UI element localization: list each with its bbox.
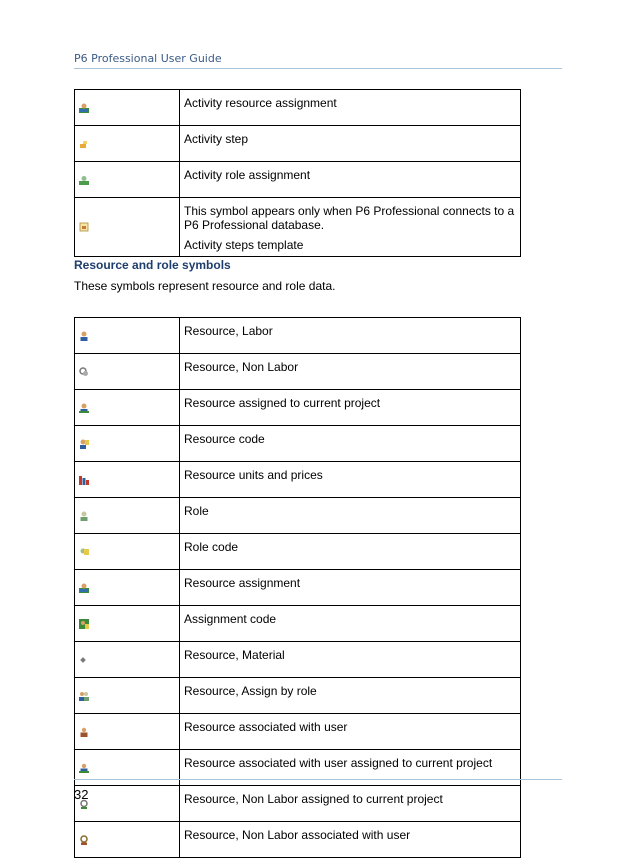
table-row xyxy=(75,570,521,606)
table-row xyxy=(75,462,521,498)
row-label: Resource associated with user xyxy=(180,714,521,750)
section-heading: Resource and role symbols xyxy=(74,258,231,272)
resource-code-icon xyxy=(79,439,89,449)
row-label: Resource associated with user assigned to current project xyxy=(180,750,521,786)
row-label: Resource, Labor xyxy=(180,318,521,354)
table-row xyxy=(75,606,521,642)
row-label: Resource, Non Labor assigned to current project xyxy=(180,786,521,822)
resource-non-labor-user-icon xyxy=(79,835,89,845)
table-row xyxy=(75,678,521,714)
table-row xyxy=(75,354,521,390)
row-label: Activity step xyxy=(180,126,521,162)
row-note: This symbol appears only when P6 Professional connects to a P6 Professional database. xyxy=(184,204,515,232)
resource-non-labor-icon xyxy=(79,367,89,377)
table-row xyxy=(75,750,521,786)
table-row xyxy=(75,822,521,858)
table-row xyxy=(75,426,521,462)
table-row xyxy=(75,318,521,354)
table-row xyxy=(75,534,521,570)
resource-associated-user-current-project-icon xyxy=(79,763,89,773)
role-code-icon xyxy=(79,547,89,557)
page-number: 32 xyxy=(74,787,89,802)
row-label: Activity resource assignment xyxy=(180,90,521,126)
row-label: Resource assigned to current project xyxy=(180,390,521,426)
resource-units-prices-icon xyxy=(79,475,89,485)
table-row xyxy=(75,786,521,822)
row-label: Activity role assignment xyxy=(180,162,521,198)
row-label: Resource code xyxy=(180,426,521,462)
row-label: Resource, Material xyxy=(180,642,521,678)
resource-assigned-current-project-icon xyxy=(79,403,89,413)
row-label: Resource units and prices xyxy=(180,462,521,498)
resource-assign-by-role-icon xyxy=(79,691,89,701)
row-label: Resource assignment xyxy=(180,570,521,606)
header-divider xyxy=(74,68,562,69)
role-icon xyxy=(79,511,89,521)
row-label: Role code xyxy=(180,534,521,570)
footer-divider xyxy=(74,779,562,780)
table-row xyxy=(75,642,521,678)
table-row xyxy=(75,90,521,126)
assignment-code-icon xyxy=(79,619,89,629)
table-row xyxy=(75,126,521,162)
resource-associated-user-icon xyxy=(79,727,89,737)
row-label: Role xyxy=(180,498,521,534)
resource-role-symbols-table xyxy=(74,317,521,858)
row-label: Resource, Assign by role xyxy=(180,678,521,714)
table-row xyxy=(75,498,521,534)
row-label: Resource, Non Labor xyxy=(180,354,521,390)
activity-symbols-table xyxy=(74,89,521,257)
table-row xyxy=(75,162,521,198)
activity-step-icon xyxy=(79,139,89,149)
activity-resource-assignment-icon xyxy=(79,103,89,113)
activity-role-assignment-icon xyxy=(79,175,89,185)
table-row xyxy=(75,390,521,426)
table-row xyxy=(75,714,521,750)
section-text: These symbols represent resource and role data. xyxy=(74,279,336,293)
resource-material-icon xyxy=(79,655,89,665)
page-header-title: P6 Professional User Guide xyxy=(74,52,222,65)
row-label: Resource, Non Labor associated with user xyxy=(180,822,521,858)
activity-steps-template-icon xyxy=(79,222,89,232)
row-label: Assignment code xyxy=(180,606,521,642)
resource-labor-icon xyxy=(79,331,89,341)
resource-assignment-icon xyxy=(79,583,89,593)
row-label: Activity steps template xyxy=(184,238,304,252)
table-row xyxy=(75,198,521,257)
